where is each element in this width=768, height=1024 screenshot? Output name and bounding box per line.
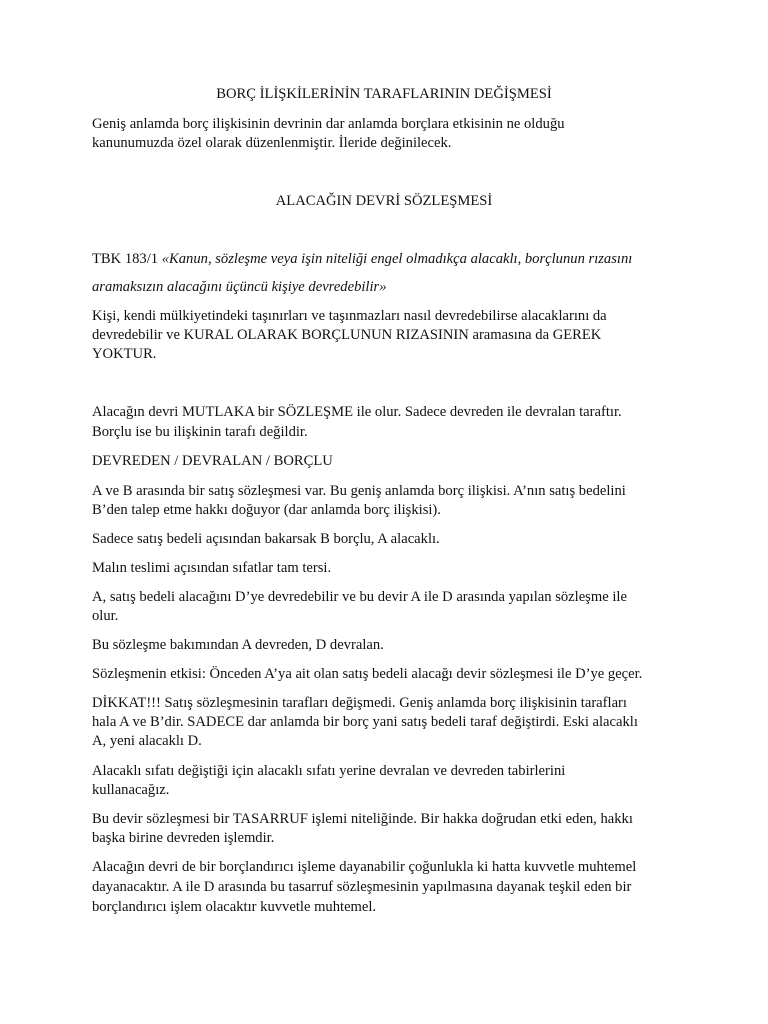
paragraph-13-line-1: Alacağın devri de bir borçlandırıcı işleme dayanabilir çoğunlukla ki hatta kuvvetle muhtemel [92,859,637,875]
section-title: ALACAĞIN DEVRİ SÖZLEŞMESİ [275,193,493,209]
paragraph-11-line-2: kullanacağız. [92,782,170,798]
intro-line-1: Geniş anlamda borç ilişkisinin devrinin dar anlamda borçlara etkisinin ne olduğu [92,116,565,132]
paragraph-10-line-1: DİKKAT!!! Satış sözleşmesinin tarafları değişmedi. Geniş anlamda borç ilişkisinin tarafları [92,695,627,711]
paragraph-13-line-3: borçlandırıcı işlem olacaktır kuvvetle muhtemel. [92,899,377,915]
paragraph-11-line-1: Alacaklı sıfatı değiştiği için alacaklı sıfatı yerine devralan ve devreden tabirlerini [92,763,566,779]
paragraph-4-line-1: A ve B arasında bir satış sözleşmesi var. Bu geniş anlamda borç ilişkisi. A’nın satış bedelini [92,483,626,499]
paragraph-8-line-1: Bu sözleşme bakımından A devreden, D devralan. [92,637,384,653]
paragraph-7-line-2: olur. [92,608,119,624]
paragraph-1-line-3: YOKTUR. [92,346,157,362]
paragraph-10-line-2: hala A ve B’dir. SADECE dar anlamda bir borç yani satış bedeli taraf değiştirdi. Eski alacaklı [92,714,638,730]
quote-text-1: «Kanun, sözleşme veya işin niteliği engel olmadıkça alacaklı, borçlunun rızasını [161,251,633,267]
paragraph-1-line-1: Kişi, kendi mülkiyetindeki taşınırları ve taşınmazları nasıl devredebilirse alacaklarını da [92,308,607,324]
paragraph-9-line-1: Sözleşmenin etkisi: Önceden A’ya ait olan satış bedeli alacağı devir sözleşmesi ile D’ye geçer. [92,666,643,682]
paragraph-1-line-2: devredebilir ve KURAL OLARAK BORÇLUNUN RIZASININ aramasına da GEREK [92,327,602,343]
quote-reference: TBK 183/1 [92,251,162,267]
document-title: BORÇ İLİŞKİLERİNİN TARAFLARININ DEĞİŞMESİ [216,86,552,102]
paragraph-3-line-1: DEVREDEN / DEVRALAN / BORÇLU [92,453,333,469]
paragraph-12-line-2: başka birine devreden işlemdir. [92,830,275,846]
intro-line-2: kanunumuzda özel olarak düzenlenmiştir. İleride değinilecek. [92,135,452,151]
paragraph-2-line-2: Borçlu ise bu ilişkinin tarafı değildir. [92,424,308,440]
paragraph-4-line-2: B’den talep etme hakkı doğuyor (dar anlamda borç ilişkisi). [92,502,441,518]
paragraph-7-line-1: A, satış bedeli alacağını D’ye devredebilir ve bu devir A ile D arasında yapılan sözleşme ile [92,589,627,605]
paragraph-13-line-2: dayanacaktır. A ile D arasında bu tasarruf sözleşmesinin yapılmasına dayanak teşkil eden bir [92,879,632,895]
paragraph-5-line-1: Sadece satış bedeli açısından bakarsak B borçlu, A alacaklı. [92,531,440,547]
paragraph-6-line-1: Malın teslimi açısından sıfatlar tam tersi. [92,560,332,576]
paragraph-12-line-1: Bu devir sözleşmesi bir TASARRUF işlemi niteliğinde. Bir hakka doğrudan etki eden, hakkı [92,811,633,827]
paragraph-10-line-3: A, yeni alacaklı D. [92,733,202,749]
paragraph-2-line-1: Alacağın devri MUTLAKA bir SÖZLEŞME ile olur. Sadece devreden ile devralan taraftır. [92,404,622,420]
quote-line-1 [92,250,632,269]
quote-line-2: aramaksızın alacağını üçüncü kişiye devredebilir» [92,279,387,295]
